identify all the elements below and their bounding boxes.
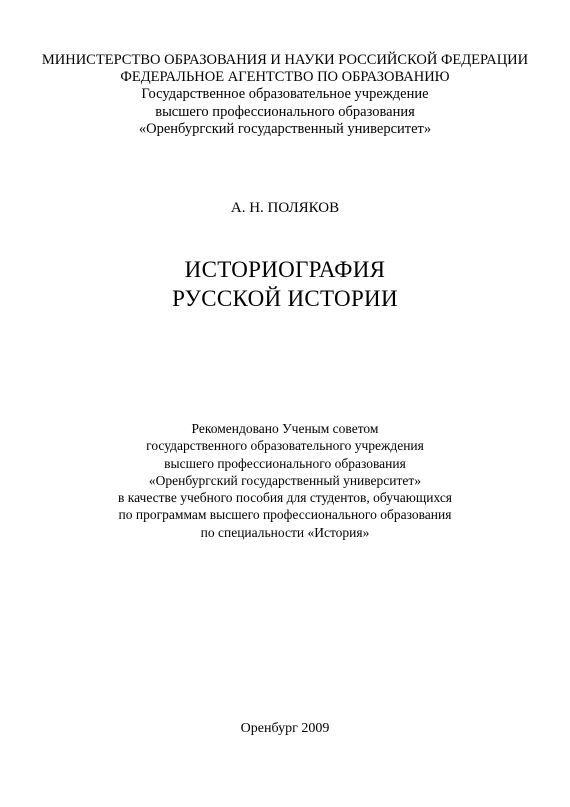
recommendation-line: в качестве учебного пособия для студентов, обучающихся bbox=[117, 490, 453, 506]
recommendation-text bbox=[0, 420, 570, 541]
header-line: «Оренбургский государственный университет» bbox=[138, 120, 432, 137]
recommendation-line: государственного образовательного учреждения bbox=[146, 438, 424, 454]
institution-header bbox=[0, 52, 570, 138]
author-name: А. Н. ПОЛЯКОВ bbox=[230, 200, 340, 216]
recommendation-line: «Оренбургский государственный университет» bbox=[148, 472, 422, 488]
header-line: Государственное образовательное учреждение bbox=[141, 86, 429, 103]
title-line: ИСТОРИОГРАФИЯ bbox=[184, 257, 386, 282]
header-line: ФЕДЕРАЛЬНОЕ АГЕНТСТВО ПО ОБРАЗОВАНИЮ bbox=[120, 69, 450, 86]
header-line: высшего профессионального образования bbox=[155, 103, 415, 120]
title-line: РУССКОЙ ИСТОРИИ bbox=[172, 286, 398, 311]
recommendation-line: Рекомендовано Ученым советом bbox=[191, 421, 379, 436]
recommendation-line: высшего профессионального образования bbox=[164, 455, 406, 471]
book-title bbox=[0, 255, 570, 313]
recommendation-line: по программам высшего профессионального образования bbox=[118, 507, 452, 523]
header-line: МИНИСТЕРСТВО ОБРАЗОВАНИЯ И НАУКИ РОССИЙСКОЙ ФЕДЕРАЦИИ bbox=[41, 52, 529, 68]
publication-place-year: Оренбург 2009 bbox=[240, 721, 330, 736]
recommendation-line: по специальности «История» bbox=[200, 524, 370, 540]
